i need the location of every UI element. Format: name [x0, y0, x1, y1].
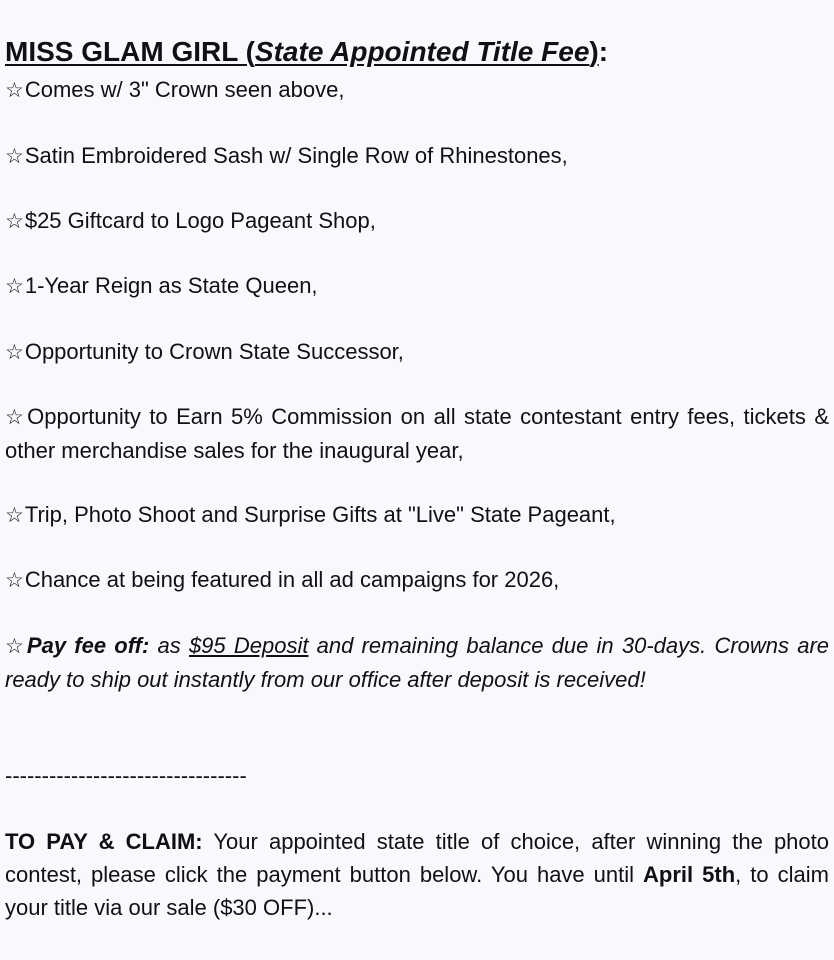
feature-item	[5, 73, 829, 107]
feature-text: Comes w/ 3" Crown seen above,	[24, 77, 345, 102]
title-main: MISS GLAM GIRL (	[5, 36, 255, 67]
feature-text: 1-Year Reign as State Queen,	[24, 273, 318, 298]
claim-text: , to claim your title via our sale ($30 OFF)...	[5, 862, 829, 920]
feature-text: Trip, Photo Shoot and Surprise Gifts at "Live" State Pageant,	[24, 502, 616, 527]
title-colon: :	[598, 36, 609, 67]
feature-item	[5, 204, 829, 238]
feature-item	[5, 269, 829, 303]
feature-item	[5, 139, 829, 173]
feature-text: Opportunity to Crown State Successor,	[24, 339, 404, 364]
star-icon: ☆	[5, 569, 24, 592]
feature-text: $25 Giftcard to Logo Pageant Shop,	[24, 208, 376, 233]
title-close-paren: )	[589, 36, 599, 67]
feature-text: Satin Embroidered Sash w/ Single Row of Rhinestones,	[24, 143, 568, 168]
feature-item	[5, 498, 829, 532]
feature-item	[5, 335, 829, 369]
feature-item	[5, 563, 829, 597]
title-underlined	[5, 36, 599, 67]
feature-item	[5, 400, 829, 467]
page-title	[5, 30, 608, 74]
claim-deadline: April 5th	[643, 862, 736, 887]
feature-text: Opportunity to Earn 5% Commission on all state contestant entry fees, tickets & other merchandise sales for the inaugural year,	[5, 404, 830, 463]
payment-text: and remaining balance due in 30-days. Crowns are ready to ship out instantly from our office after deposit is received!	[5, 633, 830, 692]
star-icon: ☆	[5, 341, 24, 364]
payment-terms	[5, 629, 829, 696]
title-italic: State Appointed Title Fee	[254, 36, 590, 67]
feature-text: Chance at being featured in all ad campaigns for 2026,	[24, 567, 560, 592]
separator-line: ---------------------------------	[5, 763, 247, 788]
star-icon: ☆	[5, 504, 24, 527]
claim-label: TO PAY & CLAIM:	[5, 829, 203, 854]
star-icon: ☆	[5, 79, 24, 102]
star-icon: ☆	[5, 210, 24, 233]
star-icon: ☆	[5, 275, 24, 298]
claim-text: Your appointed state title of choice, after winning the photo contest, please click the payment button below. You have until	[5, 829, 830, 887]
star-icon: ☆	[5, 145, 24, 168]
payment-text: as	[149, 633, 189, 658]
deposit-amount: $95 Deposit	[188, 633, 309, 658]
payment-label: Pay fee off:	[26, 633, 150, 658]
claim-instructions	[5, 825, 829, 924]
star-icon: ☆	[5, 406, 27, 429]
star-icon: ☆	[5, 635, 26, 658]
